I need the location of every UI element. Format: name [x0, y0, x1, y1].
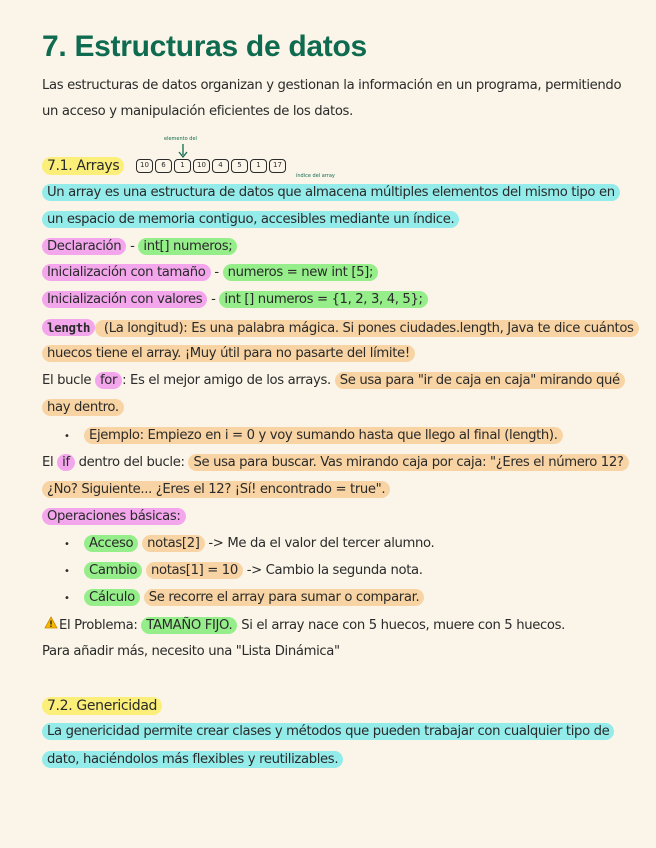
if-highlight-1: Se usa para buscar. Vas mirando caja por caja: "¿Eres el número 12? — [188, 454, 628, 471]
array-cell: 10 — [136, 159, 153, 173]
array-cell: 1 — [250, 159, 267, 173]
operations-label: Operaciones básicas: — [42, 508, 186, 525]
intro-line-1: Las estructuras de datos organizan y gestionan la información en un programa, permitiendo — [42, 78, 622, 93]
length-text-2: huecos tiene el array. ¡Muy útil para no pasarte del límite! — [42, 345, 415, 362]
init-values-label: Inicialización con valores — [42, 291, 207, 308]
array-def-text-2: un espacio de memoria contiguo, accesibles mediante un índice. — [42, 211, 459, 228]
example-text: Ejemplo: Empiezo en i = 0 y voy sumando hasta que llego al final (length). — [84, 427, 563, 444]
declaration-code: int[] numeros; — [138, 238, 237, 255]
length-code: length — [42, 319, 95, 336]
dash: - — [211, 292, 216, 307]
section-heading-generics — [42, 696, 162, 716]
problem-line-2: Para añadir más, necesito una "Lista Dinámica" — [42, 644, 340, 659]
dash: - — [130, 239, 135, 254]
element-label: elemento del — [164, 136, 197, 142]
op-change-line — [84, 561, 423, 581]
op-access-code: notas[2] — [142, 535, 204, 552]
op-calc-label: Cálculo — [84, 589, 140, 606]
length-text-1: (La longitud): Es una palabra mágica. Si pones ciudades.length, Java te dice cuántos — [95, 320, 639, 337]
example-line — [84, 426, 563, 446]
bullet-dot: • — [64, 593, 70, 604]
bullet-dot: • — [64, 539, 70, 550]
declaration-line — [42, 237, 237, 257]
for-highlight: Se usa para "ir de caja en caja" mirando qué — [335, 372, 625, 389]
operations-line — [42, 507, 186, 527]
length-line-2 — [42, 344, 415, 364]
for-keyword: for — [95, 372, 122, 389]
page-title: 7. Estructuras de datos — [42, 30, 367, 63]
array-cell: 17 — [269, 159, 286, 173]
op-access-label: Acceso — [84, 535, 138, 552]
op-calc-text: Se recorre el array para sumar o comparar. — [144, 589, 425, 606]
if-prefix: El — [42, 455, 58, 470]
if-line-1 — [42, 453, 629, 473]
array-def-text-1: Un array es una estructura de datos que almacena múltiples elementos del mismo tipo en — [42, 184, 620, 201]
op-calc-line — [84, 588, 424, 608]
arrays-heading-text: 7.1. Arrays — [42, 157, 124, 175]
intro-line-2: un acceso y manipulación eficientes de los datos. — [42, 104, 353, 119]
array-cell: 6 — [155, 159, 172, 173]
op-change-code: notas[1] = 10 — [146, 562, 243, 579]
op-change-text: -> Cambio la segunda nota. — [242, 563, 423, 578]
init-size-code: numeros = new int [5]; — [223, 264, 378, 281]
generics-def-line-1 — [42, 722, 614, 742]
if-line-2 — [42, 480, 390, 500]
op-access-line — [84, 534, 434, 554]
for-line-2 — [42, 398, 124, 418]
if-middle: dentro del bucle: — [74, 455, 189, 470]
op-change-label: Cambio — [84, 562, 142, 579]
problem-post: Si el array nace con 5 huecos, muere con 5 huecos. — [237, 618, 565, 633]
if-keyword: if — [57, 454, 75, 471]
problem-highlight: TAMAÑO FIJO. — [141, 617, 237, 634]
for-text-2: hay dentro. — [42, 399, 124, 416]
warning-icon — [42, 616, 59, 636]
array-cell: 4 — [212, 159, 229, 173]
dash: - — [214, 265, 219, 280]
bullet-dot: • — [64, 431, 70, 442]
array-def-line-1 — [42, 183, 620, 203]
init-values-code: int [] numeros = {1, 2, 3, 4, 5}; — [219, 291, 427, 308]
for-prefix: El bucle — [42, 373, 95, 388]
if-highlight-2: ¿No? Siguiente... ¿Eres el 12? ¡Sí! encontrado = true". — [42, 481, 390, 498]
element-arrow — [176, 143, 190, 159]
problem-line-1 — [42, 616, 565, 636]
declaration-label: Declaración — [42, 238, 126, 255]
generics-def-line-2 — [42, 750, 343, 770]
bullet-dot: • — [64, 566, 70, 577]
for-line-1 — [42, 371, 625, 391]
array-cell: 5 — [231, 159, 248, 173]
section-heading-arrays — [42, 156, 124, 176]
generics-def-text-2: dato, haciéndolos más flexibles y reutilizables. — [42, 751, 343, 768]
array-def-line-2 — [42, 210, 459, 230]
length-line-1 — [42, 318, 639, 339]
op-access-text: -> Me da el valor del tercer alumno. — [204, 536, 435, 551]
index-label: índice del array — [296, 173, 335, 179]
init-size-line — [42, 263, 378, 283]
for-middle: : Es el mejor amigo de los arrays. — [122, 373, 335, 388]
generics-heading-text: 7.2. Genericidad — [42, 697, 162, 715]
array-cell: 10 — [193, 159, 210, 173]
init-size-label: Inicialización con tamaño — [42, 264, 211, 281]
init-values-line — [42, 290, 428, 310]
generics-def-text-1: La genericidad permite crear clases y métodos que pueden trabajar con cualquier tipo de — [42, 723, 614, 740]
problem-prefix: El Problema: — [59, 618, 142, 633]
array-cell: 1 — [174, 159, 191, 173]
